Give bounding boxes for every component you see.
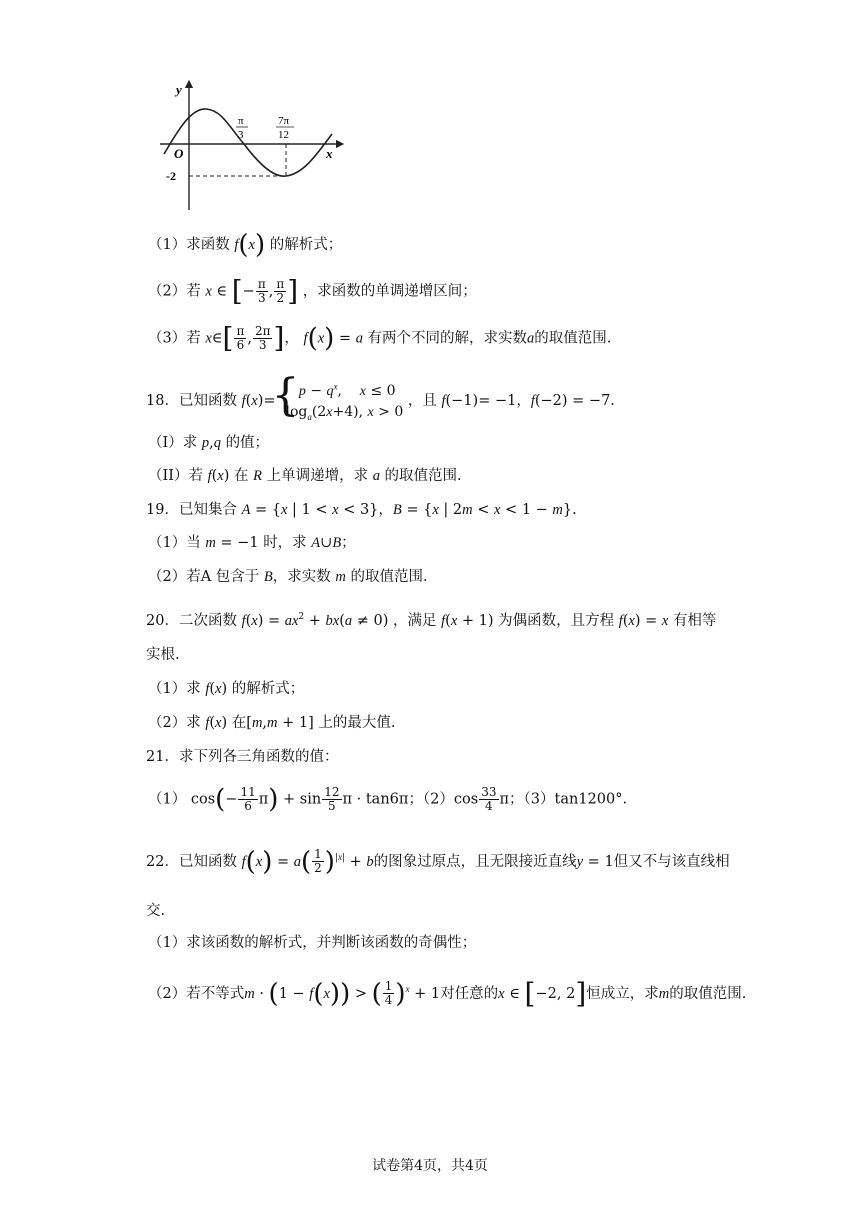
- q17-part1: （1）求函数 f(x) 的解析式；: [148, 230, 343, 260]
- tick-7pi-12-num: 7π: [278, 115, 290, 127]
- q22-wrap: 交.: [146, 903, 166, 919]
- y-axis-label: y: [176, 82, 182, 97]
- tick-7pi-12-den: 12: [278, 129, 289, 141]
- q18-part2: （II）若 f(x) 在 R 上单调递增，求 a 的取值范围.: [148, 468, 462, 484]
- q20-wrap: 实根.: [146, 647, 180, 663]
- origin-label: O: [174, 146, 184, 161]
- q20-title: 20．二次函数 $f(x) = ax^2 + bx(a \ne 0)$ ，满足 f(x + 1) 为偶函数，且方程 f(x) = x 有相等: [146, 612, 717, 629]
- tick-pi-3-den: 3: [238, 129, 244, 141]
- q20-part1: （1）求 f(x) 的解析式；: [148, 681, 305, 697]
- q18-part1: （I）求 p,q 的值；: [148, 435, 270, 451]
- min-value-label: -2: [166, 169, 176, 183]
- q22-part1: （1）求该函数的解析式，并判断该函数的奇偶性；: [148, 935, 477, 951]
- q21-title: 21．求下列各三角函数的值：: [146, 749, 339, 765]
- q21-parts: （1） cos(− $\frac{11}{6}$ π) + sin $\frac{12}{5}$ π · tan6π；（2）cos $\frac{33}{4}$ π；（3）tan1200°.: [148, 784, 628, 815]
- page-footer: 试卷第4页，共4页: [372, 1158, 488, 1174]
- q19-part1: （1）当 m = −1 时，求 A∪B；: [148, 535, 356, 551]
- q22-title: 22．已知函数 f(x) = a( $\frac{1}{2}$ )$^{|x|}$ + b的图象过原点，且无限接近直线y = 1但又不与该直线相: [146, 846, 730, 877]
- x-axis-label: x: [326, 146, 333, 161]
- tick-pi-3-num: π: [238, 115, 244, 127]
- q17-part3: （3）若 x∈[ $\frac{\pi}{6}$ , $\frac{2\pi}{3}$ ]， f(x) = a 有两个不同的解，求实数a的取值范围.: [148, 321, 612, 355]
- q18-title: 18．已知函数 f(x)={ $p - q^x$, x ≤ 0 $\log_a(2x+4)$, x > 0 ，且 f(−1)= −1，f(−2) = −7.: [146, 376, 615, 426]
- sine-graph-figure: [150, 78, 350, 218]
- q19-title: 19．已知集合 A = {x | 1 < x < 3}，B = {x | 2m < x < 1 − m}.: [146, 502, 577, 518]
- q19-part2: （2）若A 包含于 B，求实数 m 的取值范围.: [148, 569, 428, 585]
- q20-part2: （2）求 f(x) 在[m,m + 1] 上的最大值.: [148, 715, 396, 731]
- q17-part2: （2）若 x ∈ [− $\frac{\pi}{3}$ , $\frac{\pi}{2}$ ] ，求函数的单调递增区间；: [148, 274, 477, 308]
- q22-part2: （2）若不等式m · (1 − f(x)) > ( $\frac{1}{4}$ )$^x$ + 1对任意的x ∈ [−2, 2]恒成立，求m的取值范围.: [148, 976, 747, 1010]
